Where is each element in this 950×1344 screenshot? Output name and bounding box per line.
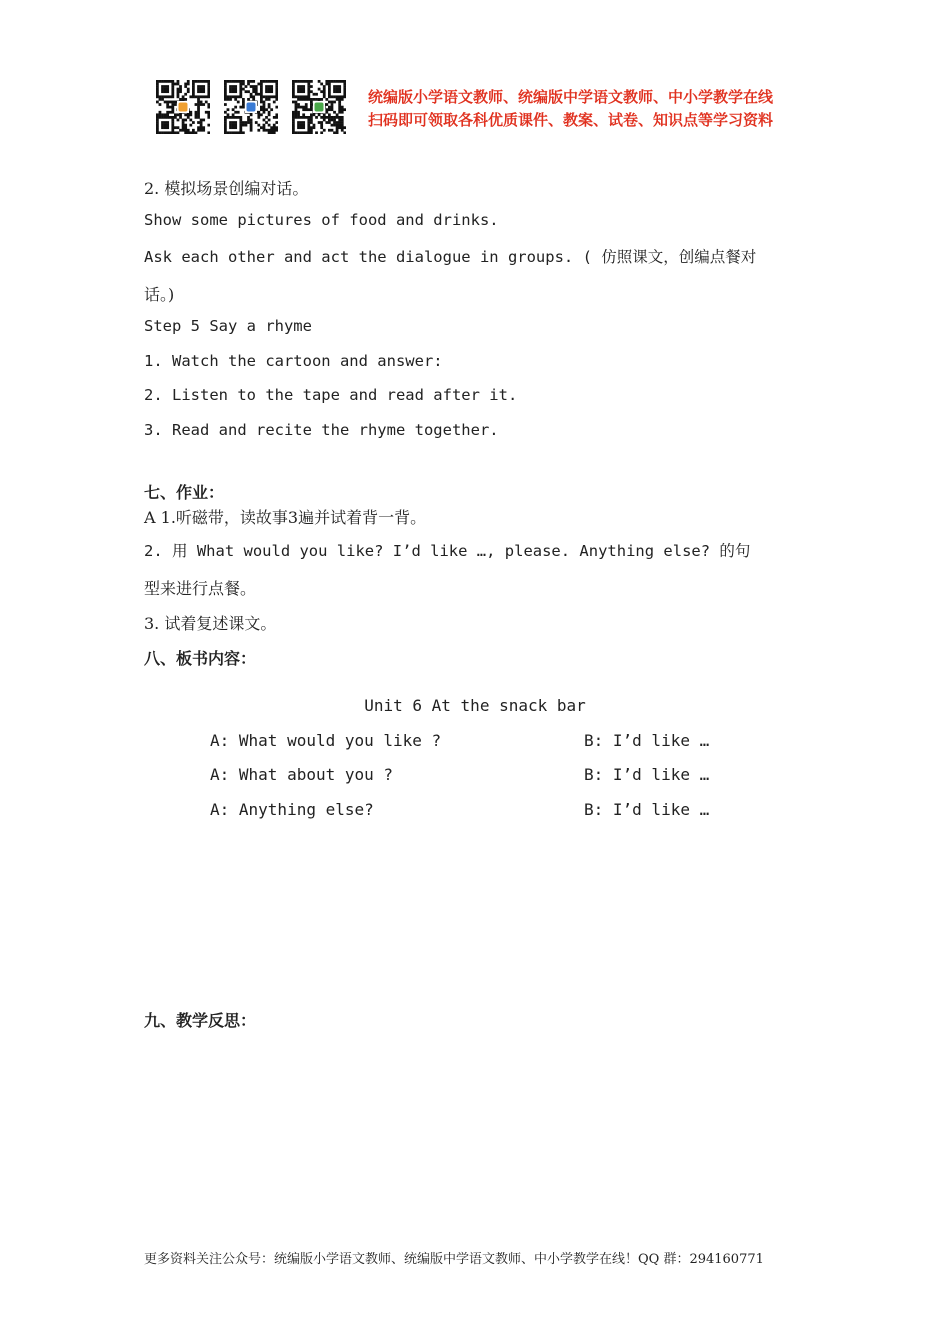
- qr-code-3-icon[interactable]: [292, 80, 346, 134]
- banner-line-1: 统编版小学语文教师、统编版中学语文教师、中小学教学在线: [368, 88, 774, 106]
- qr-code-2-icon[interactable]: [224, 80, 278, 134]
- qr-code-1-icon[interactable]: [156, 80, 210, 134]
- footer-text: 更多资料关注公众号：统编版小学语文教师、统编版中学语文教师、中小学教学在线！QQ 群：294160771: [144, 1252, 764, 1267]
- text-line-4: 话。): [144, 285, 175, 304]
- banner-line-2: 扫码即可领取各科优质课件、教案、试卷、知识点等学习资料: [368, 111, 774, 129]
- board-row-b: B: I’d like …: [584, 800, 710, 819]
- text-line-3: Ask each other and act the dialogue in groups. ( 仿照课文，创编点餐对: [144, 248, 757, 266]
- text-line-6: 1. Watch the cartoon and answer:: [144, 352, 443, 370]
- text-line-2: Show some pictures of food and drinks.: [144, 211, 499, 229]
- text-line-1: 2. 模拟场景创编对话。: [144, 179, 309, 198]
- homework-line-3: 型来进行点餐。: [144, 579, 257, 598]
- text-line-5: Step 5 Say a rhyme: [144, 317, 312, 335]
- board-row-a: A: Anything else?: [210, 800, 374, 819]
- homework-line-4: 3. 试着复述课文。: [144, 614, 277, 633]
- homework-line-1: A 1.听磁带，读故事3遍并试着背一背。: [144, 508, 427, 527]
- board-heading: 八、板书内容：: [144, 649, 257, 668]
- board-title: Unit 6 At the snack bar: [364, 696, 586, 715]
- text-line-8: 3. Read and recite the rhyme together.: [144, 421, 499, 439]
- text-line-7: 2. Listen to the tape and read after it.: [144, 386, 518, 404]
- reflection-heading: 九、教学反思：: [144, 1011, 257, 1030]
- header-banner: [368, 86, 773, 132]
- qr-code-row: [156, 80, 346, 134]
- board-row-b: B: I’d like …: [584, 731, 710, 750]
- board-row-b: B: I’d like …: [584, 765, 710, 784]
- homework-heading: 七、作业：: [144, 483, 225, 502]
- board-row-a: A: What would you like ?: [210, 731, 442, 750]
- board-row-a: A: What about you ?: [210, 765, 394, 784]
- homework-line-2: 2. 用 What would you like? I’d like …, please. Anything else? 的句: [144, 542, 751, 560]
